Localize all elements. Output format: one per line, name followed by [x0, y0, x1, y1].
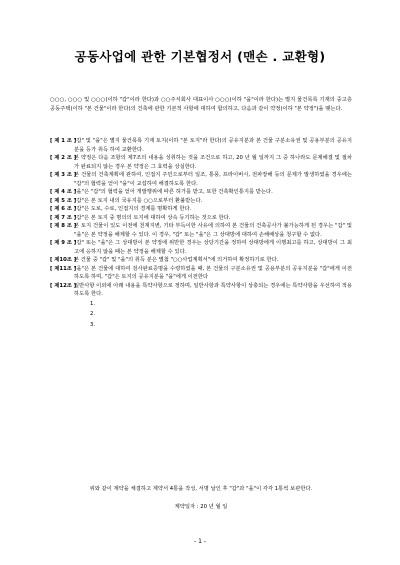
article-label: [ 제 4 조 ] [50, 189, 77, 195]
article-text: 본 토지 건물이 있도 이전에 천재지변, 기타 부득이한 사유에 의하여 본 건물의 건축공사가 불가능하게 된 경우는 "갑" 및 "을"은 본 약정을 해제할 수 있다. 이 경우, "갑" 또는 "을"은 그 상대방에 대하여 손해배상을 청구할 수 없다. [74, 223, 352, 238]
intro-paragraph: ○○○, ○○○ 및 ○○○(이하 "갑"이라 한다)과 ○○주식회사 대표이사 ○○○(이하 "을"이라 한다)는 별지 물건목록 기재의 중고층 공동주택(이하 "본 건물"이라 한다)의 건축에 관한 기본적 사항에 대하여 합의하고, 다음과 같이 약정(이하 "본 약정")을 맺는다. [50, 97, 352, 113]
article-10 [50, 256, 352, 265]
article-text: "갑"은 본 토지 내의 국유지를 ○○으로부터 환불받는다. [74, 197, 203, 204]
article-label: [ 제 1 조 ] [50, 138, 77, 144]
article-11 [50, 265, 352, 282]
article-label: [ 제 9 조 ] [50, 240, 77, 246]
article-text: "을"은 본 건물에 대하여 검사완료증명을 수령하였을 때, 본 건물의 구분소유권 및 공용부분의 공유지분을 "갑"에게 이전하도록 하며, "갑"은 토지의 공유지분을 "을"에게 이전한다 [74, 265, 352, 280]
article-label: [ 제 3 조 ] [50, 172, 77, 178]
contract-date: 계약일자 : 20 년 월 일 [174, 504, 228, 510]
article-text: "을"은 "갑"의 협력을 얻어 개발행위에 따른 허가를 받고, 또한 건축확인통지를 받는다. [74, 189, 273, 195]
article-text: "갑"은 본 토지 중 명의의 토지에 대하여 상속 등기하는 것으로 한다. [74, 214, 231, 221]
article-text: 본 약정은 다음 조항의 제7조의 내용을 성취하는 것을 조건으로 하고, 20 년 월 일까지 그 중 하나라도 문제해결 및 절차가 완료되지 않는 경우 본 약정은 그 효력을 상실한다. [74, 155, 352, 170]
article-3 [50, 171, 352, 188]
article-label: [ 제 8 조 ] [50, 223, 77, 229]
article-text: "갑" 및 "을"은 별지 물건목록 기재 토지(이하 "본 토지"라 한다)의 공유지분과 본 건물 구분소유권 및 공용부분의 공유지분을 등가 취득 하여 교환한다. [74, 138, 352, 153]
article-2 [50, 154, 352, 171]
article-text: 본 건물의 건축계획에 관하여, 인접지 주민으로부터 일조, 통풍, 프라이버시, 전파장해 등의 문제가 발생하였을 경우에는 "갑"의 협력을 얻어 "을"이 교섭하여 해결하도록 한다. [74, 172, 352, 187]
article-9 [50, 239, 352, 256]
article-label: [ 제 6 조 ] [50, 206, 77, 212]
article-label: [ 제 7 조 ] [50, 214, 77, 221]
article-label: [ 제11조 ] [50, 265, 77, 272]
article-7 [50, 214, 352, 223]
article-text: "갑"은 도로, 수로, 인접지의 경계를 명확하게 한다. [74, 206, 192, 212]
closing-statement: 위와 같이 계약을 체결하고 계약서 4통을 작성, 서명 날인 후 "갑"과 "을"이 각각 1통씩 보관한다. [89, 486, 313, 492]
article-1 [50, 137, 352, 154]
article-text: 본 건물 중 "갑" 및 "을"의 취득 분은 별첨 "○○사업계획서"에 의거하여 확정하기로 한다. [74, 257, 279, 263]
special-term-item: 1. [90, 300, 96, 307]
article-label: [ 제 5 조 ] [50, 197, 77, 204]
article-8 [50, 222, 352, 239]
article-text: 일반사항 이외에 아래 내용을 특약사항으로 정하며, 일반사항과 특약사항이 상충되는 경우에는 특약사항을 우선하여 적용하도록 한다. [74, 282, 352, 297]
article-list [50, 137, 352, 330]
document-title: 공동사업에 관한 기본협정서 (맨손 . 교환형) [74, 49, 326, 64]
article-6 [50, 205, 352, 214]
article-12 [50, 282, 352, 299]
article-4 [50, 188, 352, 197]
special-term-item: 3. [90, 321, 96, 328]
article-label: [ 제10조 ] [50, 257, 77, 263]
article-label: [ 제 2 조 ] [50, 155, 77, 161]
article-label: [ 제12조 ] [50, 282, 77, 289]
page-number: - 1 - [194, 538, 206, 545]
article-text: "갑" 또는 "을"은 그 상대방이 본 약정에 위반한 경우는 상당기간을 정하여 상대방에게 이행최고를 하고, 상대방이 그 최고에 응하지 않을 때는 본 약정을 해제할 수 있다. [74, 240, 352, 255]
special-terms-list [50, 299, 352, 331]
special-term-item: 2. [90, 311, 96, 317]
article-5 [50, 197, 352, 206]
